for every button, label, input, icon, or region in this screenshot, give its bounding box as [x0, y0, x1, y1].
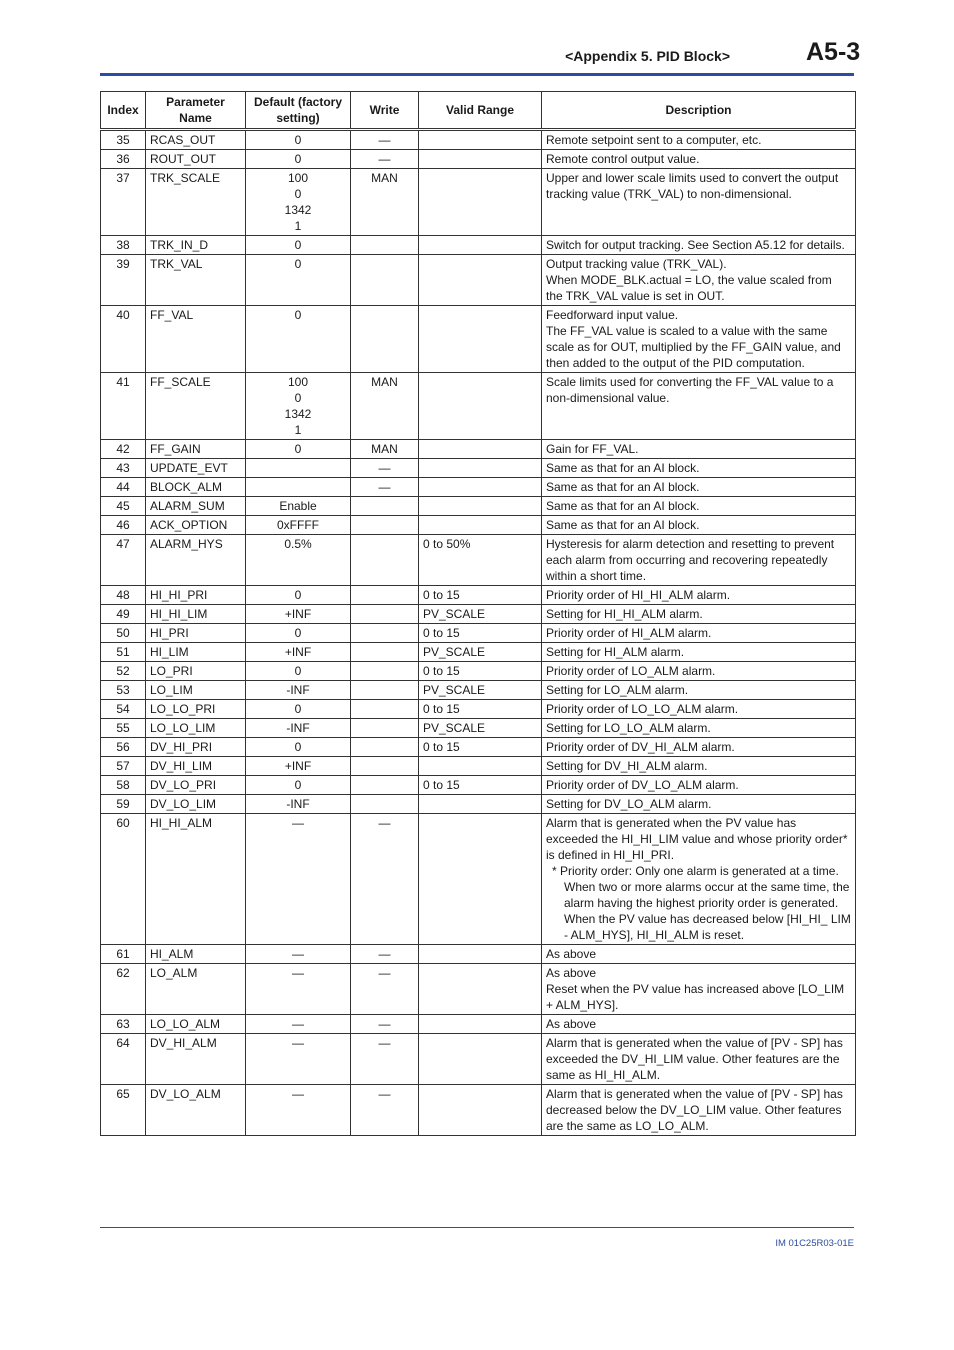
footer-rule: [100, 1227, 854, 1228]
cell-parameter-name: LO_LO_ALM: [146, 1015, 246, 1034]
cell-default: 0: [246, 624, 351, 643]
cell-description: [542, 459, 856, 478]
table-row: [101, 719, 856, 738]
cell-description: [542, 719, 856, 738]
cell-valid-range: 0 to 15: [419, 776, 542, 795]
parameter-table: [100, 91, 856, 1136]
cell-index: 65: [101, 1085, 146, 1136]
cell-valid-range: [419, 814, 542, 945]
description-line: Priority order of LO_LO_ALM alarm.: [546, 702, 739, 716]
col-header-parameter-name-text: Parameter Name: [166, 95, 225, 125]
table-row: [101, 757, 856, 776]
description-note-continued: When the PV value has decreased below [HI_HI_ LIM - ALM_HYS], HI_HI_ALM is reset.: [564, 912, 851, 942]
cell-description: [542, 478, 856, 497]
cell-write: [351, 795, 419, 814]
cell-parameter-name: TRK_IN_D: [146, 236, 246, 255]
cell-default: -INF: [246, 719, 351, 738]
cell-index: 44: [101, 478, 146, 497]
table-row: [101, 306, 856, 373]
cell-index: 36: [101, 150, 146, 169]
cell-parameter-name: ALARM_HYS: [146, 535, 246, 586]
table-row: [101, 150, 856, 169]
cell-description: [542, 236, 856, 255]
header-rule: [100, 73, 854, 76]
cell-index: 56: [101, 738, 146, 757]
cell-index: 58: [101, 776, 146, 795]
cell-write: —: [351, 459, 419, 478]
description-line: Priority order of HI_ALM alarm.: [546, 626, 712, 640]
cell-index: 62: [101, 964, 146, 1015]
cell-valid-range: [419, 236, 542, 255]
cell-index: 40: [101, 306, 146, 373]
cell-parameter-name: DV_HI_PRI: [146, 738, 246, 757]
cell-parameter-name: HI_ALM: [146, 945, 246, 964]
description-line: Switch for output tracking. See Section A5.12 for details.: [546, 238, 845, 252]
cell-index: 60: [101, 814, 146, 945]
cell-write: —: [351, 945, 419, 964]
cell-default: 0: [246, 306, 351, 373]
cell-valid-range: 0 to 50%: [419, 535, 542, 586]
cell-description: [542, 1085, 856, 1136]
cell-valid-range: [419, 150, 542, 169]
description-line: Setting for HI_ALM alarm.: [546, 645, 685, 659]
col-header-valid-range: Valid Range: [419, 92, 542, 130]
description-line: Same as that for an AI block.: [546, 518, 700, 532]
cell-parameter-name: TRK_VAL: [146, 255, 246, 306]
cell-default: +INF: [246, 605, 351, 624]
description-line: Alarm that is generated when the value of [PV - SP] has decreased below the DV_LO_LIM value. Other features are the same as LO_LO_ALM.: [546, 1087, 843, 1133]
cell-valid-range: [419, 169, 542, 236]
cell-write: MAN: [351, 169, 419, 236]
cell-write: [351, 738, 419, 757]
description-line: Priority order of DV_LO_ALM alarm.: [546, 778, 739, 792]
cell-description: [542, 306, 856, 373]
cell-description: [542, 440, 856, 459]
cell-index: 39: [101, 255, 146, 306]
cell-write: [351, 757, 419, 776]
cell-valid-range: PV_SCALE: [419, 681, 542, 700]
cell-parameter-name: DV_LO_LIM: [146, 795, 246, 814]
description-line: Setting for HI_HI_ALM alarm.: [546, 607, 703, 621]
cell-default: [246, 478, 351, 497]
description-line: Output tracking value (TRK_VAL).: [546, 257, 727, 271]
cell-index: 35: [101, 130, 146, 150]
cell-valid-range: [419, 497, 542, 516]
cell-write: [351, 236, 419, 255]
cell-write: MAN: [351, 373, 419, 440]
cell-valid-range: [419, 459, 542, 478]
cell-description: [542, 945, 856, 964]
cell-default: 0: [246, 255, 351, 306]
cell-valid-range: [419, 964, 542, 1015]
cell-description: [542, 130, 856, 150]
cell-valid-range: [419, 255, 542, 306]
cell-parameter-name: TRK_SCALE: [146, 169, 246, 236]
cell-parameter-name: FF_VAL: [146, 306, 246, 373]
cell-index: 48: [101, 586, 146, 605]
cell-description: [542, 373, 856, 440]
cell-write: [351, 605, 419, 624]
cell-index: 55: [101, 719, 146, 738]
cell-description: [542, 814, 856, 945]
cell-parameter-name: LO_PRI: [146, 662, 246, 681]
cell-default: 100 0 1342 1: [246, 373, 351, 440]
cell-default: +INF: [246, 757, 351, 776]
col-header-write: Write: [351, 92, 419, 130]
cell-default: -INF: [246, 681, 351, 700]
cell-valid-range: [419, 306, 542, 373]
cell-default: 0: [246, 700, 351, 719]
cell-description: [542, 624, 856, 643]
cell-valid-range: [419, 945, 542, 964]
cell-description: [542, 169, 856, 236]
table-row: [101, 700, 856, 719]
description-line: Setting for LO_LO_ALM alarm.: [546, 721, 711, 735]
description-line: Same as that for an AI block.: [546, 461, 700, 475]
cell-write: [351, 700, 419, 719]
cell-index: 42: [101, 440, 146, 459]
cell-write: [351, 681, 419, 700]
table-row: [101, 643, 856, 662]
description-line: Upper and lower scale limits used to convert the output tracking value (TRK_VAL) to non-dimensional.: [546, 171, 839, 201]
cell-index: 43: [101, 459, 146, 478]
description-line: Priority order of LO_ALM alarm.: [546, 664, 716, 678]
table-row: [101, 440, 856, 459]
cell-write: —: [351, 150, 419, 169]
description-line: Same as that for an AI block.: [546, 480, 700, 494]
cell-description: [542, 776, 856, 795]
cell-description: [542, 1015, 856, 1034]
cell-index: 50: [101, 624, 146, 643]
cell-description: [542, 586, 856, 605]
cell-write: [351, 662, 419, 681]
cell-valid-range: [419, 1034, 542, 1085]
cell-index: 45: [101, 497, 146, 516]
cell-default: -INF: [246, 795, 351, 814]
cell-write: —: [351, 964, 419, 1015]
cell-parameter-name: HI_HI_PRI: [146, 586, 246, 605]
description-line: When MODE_BLK.actual = LO, the value scaled from the TRK_VAL value is set in OUT.: [546, 273, 832, 303]
cell-valid-range: 0 to 15: [419, 700, 542, 719]
cell-description: [542, 681, 856, 700]
cell-default: +INF: [246, 643, 351, 662]
cell-index: 59: [101, 795, 146, 814]
cell-index: 46: [101, 516, 146, 535]
cell-parameter-name: DV_LO_ALM: [146, 1085, 246, 1136]
col-header-default-text: Default (factory setting): [253, 95, 342, 125]
col-header-index: Index: [101, 92, 146, 130]
cell-valid-range: PV_SCALE: [419, 605, 542, 624]
table-row: [101, 169, 856, 236]
cell-description: [542, 497, 856, 516]
cell-write: [351, 306, 419, 373]
cell-description: [542, 643, 856, 662]
table-row: [101, 1015, 856, 1034]
cell-parameter-name: UPDATE_EVT: [146, 459, 246, 478]
description-line: As above: [546, 1017, 597, 1031]
cell-default: 100 0 1342 1: [246, 169, 351, 236]
table-header-row: [101, 92, 856, 130]
table-row: [101, 373, 856, 440]
cell-valid-range: [419, 440, 542, 459]
cell-write: —: [351, 130, 419, 150]
cell-default: —: [246, 1085, 351, 1136]
table-row: [101, 459, 856, 478]
cell-default: 0.5%: [246, 535, 351, 586]
description-line: Setting for LO_ALM alarm.: [546, 683, 689, 697]
description-line: Reset when the PV value has increased above [LO_LIM + ALM_HYS].: [546, 982, 845, 1012]
cell-default: 0: [246, 776, 351, 795]
description-line: The FF_VAL value is scaled to a value with the same scale as for OUT, multiplied by the FF_GAIN value, and then added to the output of the PID computation.: [546, 324, 841, 370]
cell-valid-range: [419, 373, 542, 440]
cell-valid-range: PV_SCALE: [419, 719, 542, 738]
section-title: <Appendix 5. PID Block>: [565, 48, 730, 64]
cell-valid-range: 0 to 15: [419, 586, 542, 605]
table-row: [101, 776, 856, 795]
cell-description: [542, 757, 856, 776]
table-row: [101, 255, 856, 306]
cell-parameter-name: LO_LO_PRI: [146, 700, 246, 719]
cell-default: 0xFFFF: [246, 516, 351, 535]
cell-parameter-name: LO_ALM: [146, 964, 246, 1015]
cell-description: [542, 516, 856, 535]
cell-write: [351, 535, 419, 586]
cell-parameter-name: HI_HI_LIM: [146, 605, 246, 624]
col-header-default: [246, 92, 351, 130]
table-row: [101, 130, 856, 150]
cell-parameter-name: LO_LIM: [146, 681, 246, 700]
cell-valid-range: [419, 516, 542, 535]
description-line: Remote setpoint sent to a computer, etc.: [546, 133, 762, 147]
description-line: As above: [546, 947, 597, 961]
cell-parameter-name: HI_LIM: [146, 643, 246, 662]
cell-index: 63: [101, 1015, 146, 1034]
cell-default: 0: [246, 440, 351, 459]
description-line: Scale limits used for converting the FF_VAL value to a non-dimensional value.: [546, 375, 834, 405]
cell-parameter-name: FF_GAIN: [146, 440, 246, 459]
description-line: Alarm that is generated when the value of [PV - SP] has exceeded the DV_HI_LIM value. Other features are the same as HI_HI_ALM.: [546, 1036, 843, 1082]
cell-write: [351, 586, 419, 605]
cell-default: 0: [246, 586, 351, 605]
table-row: [101, 586, 856, 605]
table-row: [101, 478, 856, 497]
cell-default: 0: [246, 662, 351, 681]
cell-description: [542, 662, 856, 681]
cell-default: 0: [246, 236, 351, 255]
description-line: Priority order of HI_HI_ALM alarm.: [546, 588, 731, 602]
cell-valid-range: [419, 1085, 542, 1136]
description-line: As above: [546, 966, 597, 980]
table-row: [101, 624, 856, 643]
table-row: [101, 795, 856, 814]
cell-default: —: [246, 964, 351, 1015]
table-row: [101, 814, 856, 945]
cell-write: [351, 255, 419, 306]
cell-default: —: [246, 814, 351, 945]
table-row: [101, 964, 856, 1015]
cell-parameter-name: BLOCK_ALM: [146, 478, 246, 497]
cell-index: 64: [101, 1034, 146, 1085]
cell-valid-range: 0 to 15: [419, 662, 542, 681]
table-row: [101, 945, 856, 964]
cell-write: —: [351, 1015, 419, 1034]
cell-write: —: [351, 1085, 419, 1136]
cell-write: —: [351, 1034, 419, 1085]
cell-write: [351, 719, 419, 738]
table-row: [101, 605, 856, 624]
cell-default: Enable: [246, 497, 351, 516]
description-line: Setting for DV_LO_ALM alarm.: [546, 797, 712, 811]
description-line: Priority order of DV_HI_ALM alarm.: [546, 740, 735, 754]
cell-parameter-name: DV_LO_PRI: [146, 776, 246, 795]
cell-description: [542, 535, 856, 586]
cell-default: —: [246, 945, 351, 964]
cell-default: 0: [246, 738, 351, 757]
table-row: [101, 1085, 856, 1136]
description-note: * Priority order: Only one alarm is generated at a time. When two or more alarms occur at the same time, the alarm having the highest priority order is generated.: [552, 864, 850, 910]
cell-valid-range: 0 to 15: [419, 738, 542, 757]
cell-index: 51: [101, 643, 146, 662]
table-row: [101, 681, 856, 700]
cell-default: —: [246, 1015, 351, 1034]
cell-parameter-name: LO_LO_LIM: [146, 719, 246, 738]
page-number: A5-3: [806, 38, 861, 66]
cell-valid-range: [419, 478, 542, 497]
cell-write: —: [351, 814, 419, 945]
table-row: [101, 738, 856, 757]
cell-index: 37: [101, 169, 146, 236]
description-line: Alarm that is generated when the PV value has exceeded the HI_HI_LIM value and whose priority order* is defined in HI_HI_PRI.: [546, 816, 848, 862]
table-row: [101, 236, 856, 255]
table-row: [101, 516, 856, 535]
description-line: Setting for DV_HI_ALM alarm.: [546, 759, 708, 773]
cell-write: MAN: [351, 440, 419, 459]
cell-write: [351, 497, 419, 516]
table-row: [101, 662, 856, 681]
cell-write: [351, 643, 419, 662]
cell-write: —: [351, 478, 419, 497]
cell-description: [542, 255, 856, 306]
cell-index: 61: [101, 945, 146, 964]
description-line: Hysteresis for alarm detection and resetting to prevent each alarm from occurring and recovering repeatedly within a short time.: [546, 537, 835, 583]
table-row: [101, 535, 856, 586]
description-line: Remote control output value.: [546, 152, 700, 166]
cell-description: [542, 150, 856, 169]
cell-parameter-name: HI_HI_ALM: [146, 814, 246, 945]
description-line: Feedforward input value.: [546, 308, 679, 322]
cell-description: [542, 605, 856, 624]
cell-parameter-name: RCAS_OUT: [146, 130, 246, 150]
cell-parameter-name: ROUT_OUT: [146, 150, 246, 169]
cell-index: 54: [101, 700, 146, 719]
cell-index: 41: [101, 373, 146, 440]
cell-default: 0: [246, 130, 351, 150]
col-header-description: Description: [542, 92, 856, 130]
cell-description: [542, 964, 856, 1015]
cell-index: 38: [101, 236, 146, 255]
document-id: IM 01C25R03-01E: [775, 1238, 854, 1249]
cell-index: 47: [101, 535, 146, 586]
cell-parameter-name: HI_PRI: [146, 624, 246, 643]
cell-description: [542, 1034, 856, 1085]
cell-valid-range: 0 to 15: [419, 624, 542, 643]
cell-index: 57: [101, 757, 146, 776]
cell-index: 53: [101, 681, 146, 700]
cell-valid-range: [419, 130, 542, 150]
cell-valid-range: [419, 1015, 542, 1034]
cell-parameter-name: DV_HI_LIM: [146, 757, 246, 776]
cell-parameter-name: ACK_OPTION: [146, 516, 246, 535]
table-row: [101, 497, 856, 516]
description-line: Gain for FF_VAL.: [546, 442, 639, 456]
cell-write: [351, 516, 419, 535]
description-line: Same as that for an AI block.: [546, 499, 700, 513]
cell-valid-range: [419, 795, 542, 814]
cell-parameter-name: FF_SCALE: [146, 373, 246, 440]
cell-description: [542, 700, 856, 719]
cell-description: [542, 738, 856, 757]
col-header-parameter-name: [146, 92, 246, 130]
cell-parameter-name: DV_HI_ALM: [146, 1034, 246, 1085]
cell-write: [351, 776, 419, 795]
cell-parameter-name: ALARM_SUM: [146, 497, 246, 516]
cell-index: 52: [101, 662, 146, 681]
cell-valid-range: [419, 757, 542, 776]
cell-valid-range: PV_SCALE: [419, 643, 542, 662]
cell-default: [246, 459, 351, 478]
cell-index: 49: [101, 605, 146, 624]
cell-default: —: [246, 1034, 351, 1085]
cell-write: [351, 624, 419, 643]
cell-default: 0: [246, 150, 351, 169]
table-body: [101, 130, 856, 1136]
cell-description: [542, 795, 856, 814]
table-row: [101, 1034, 856, 1085]
